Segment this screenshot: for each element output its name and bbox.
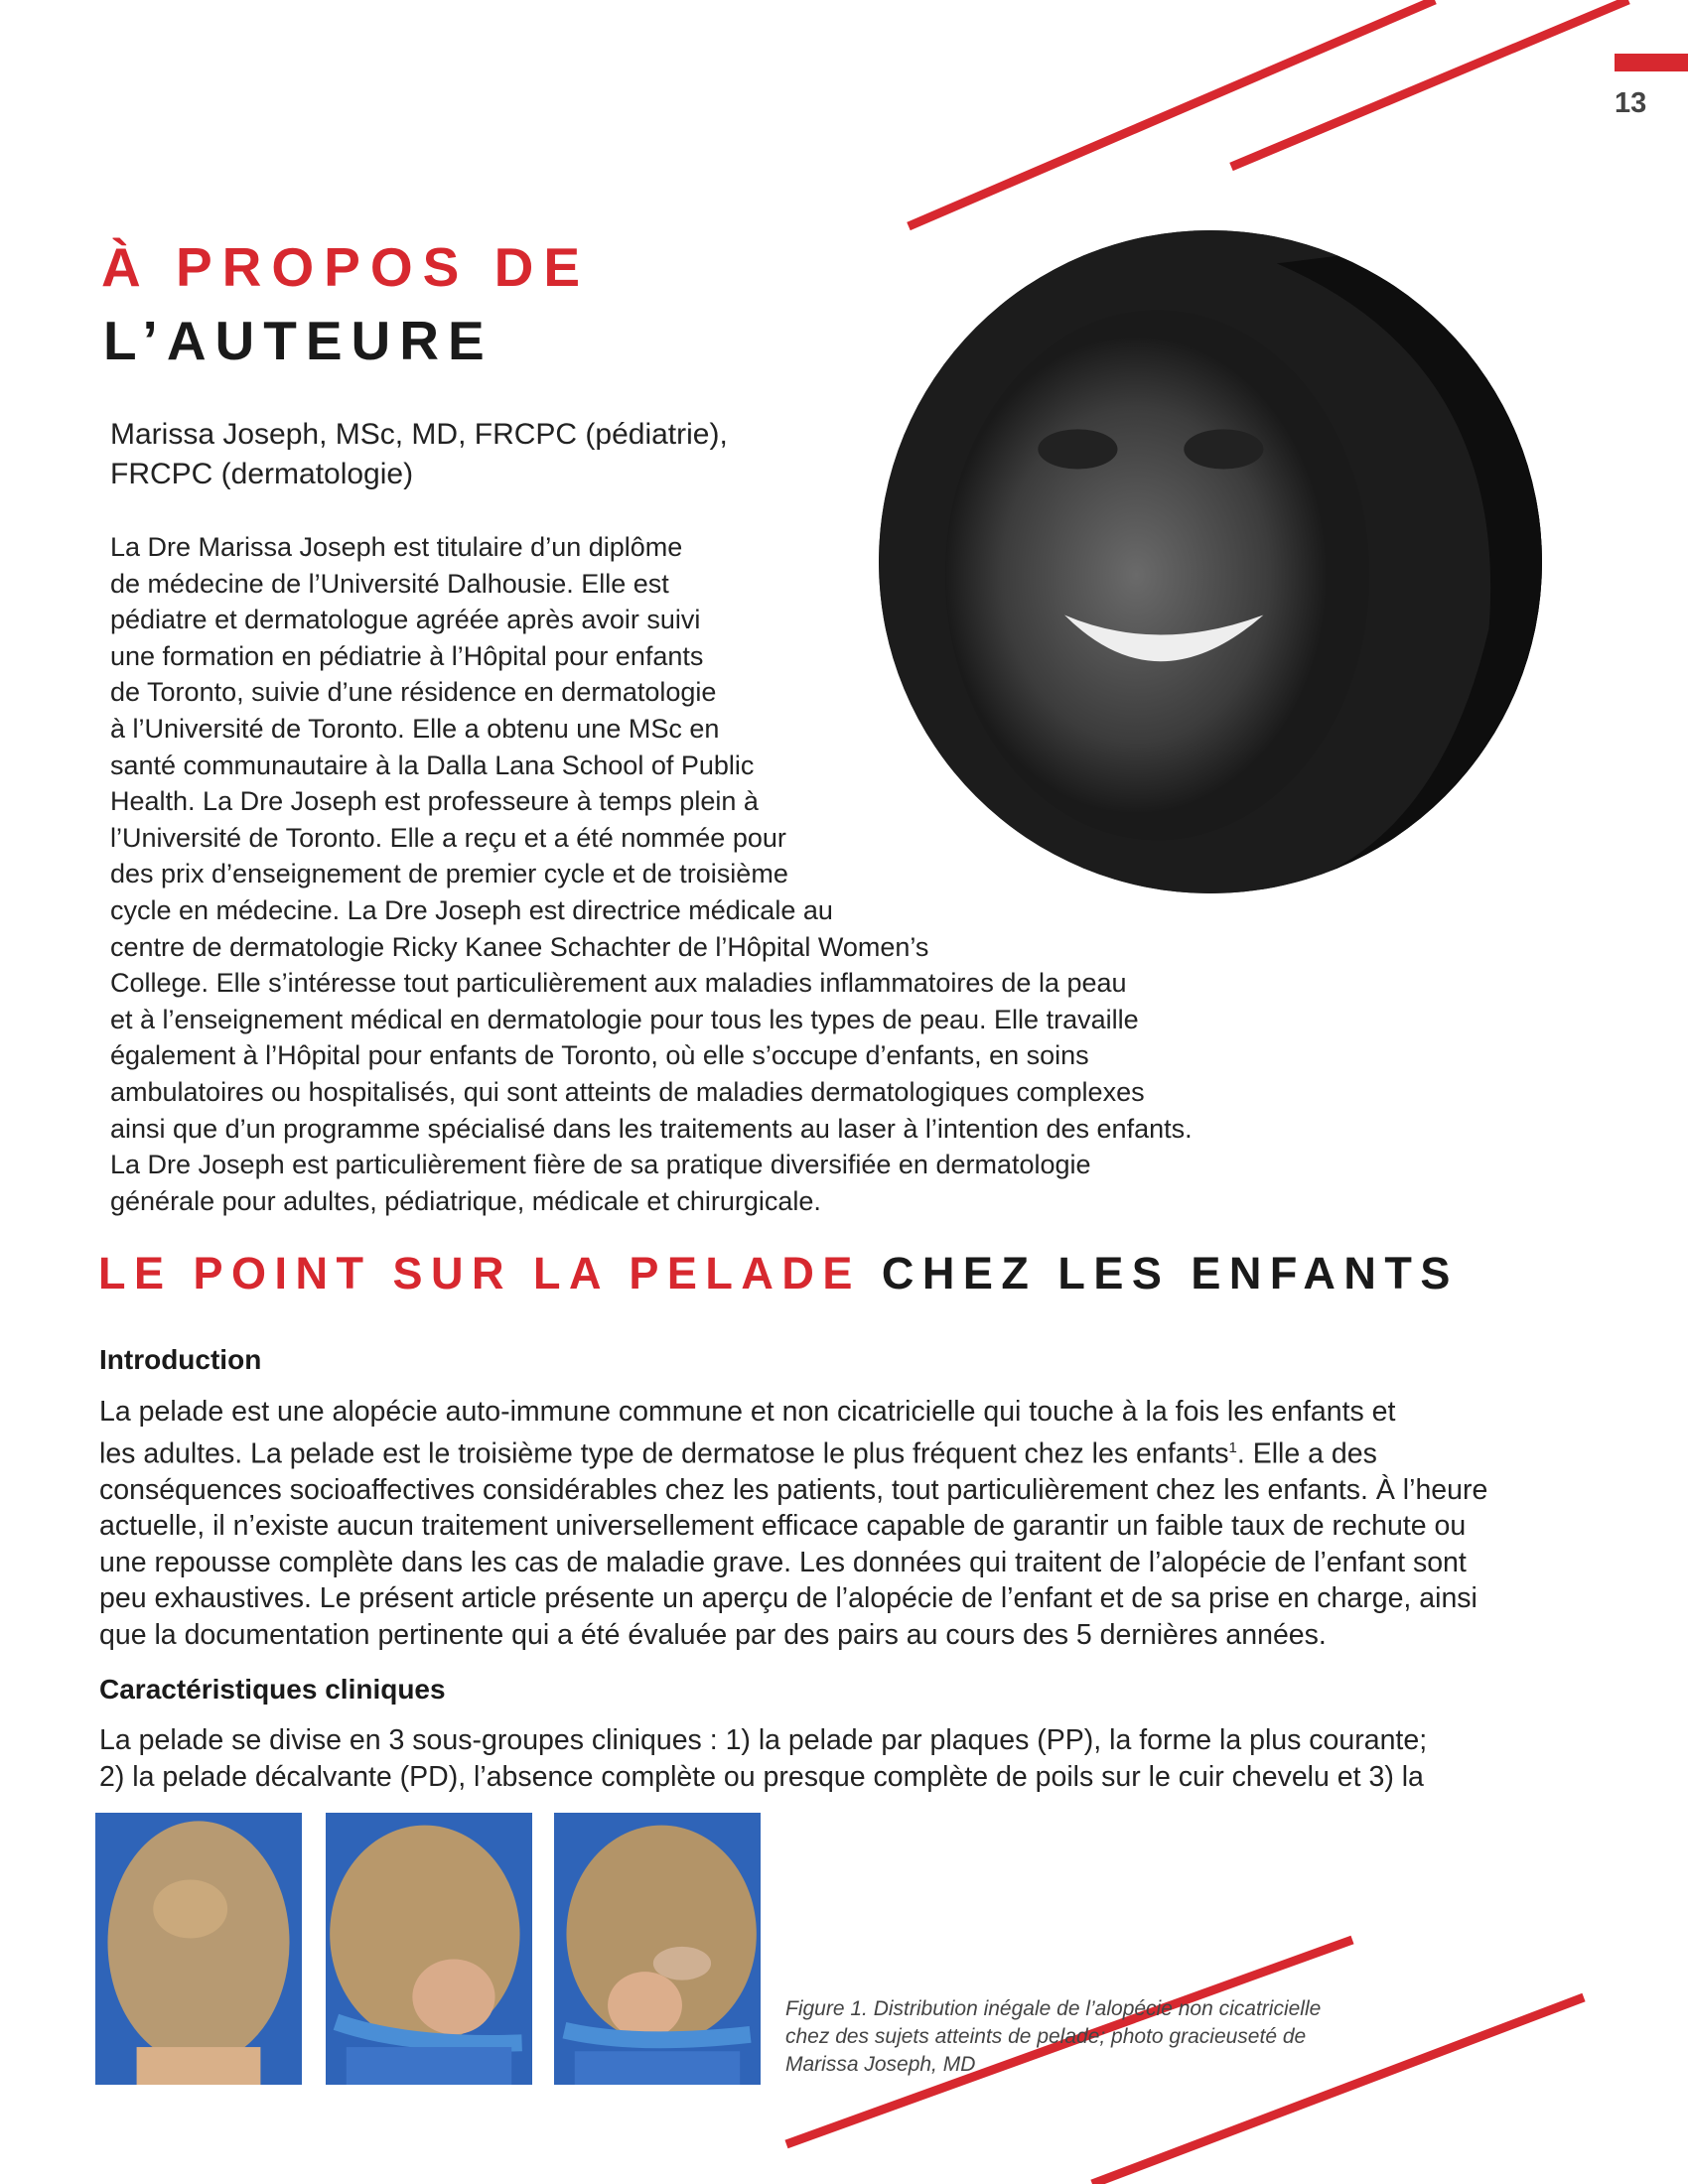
clinical-line: La pelade se divise en 3 sous-groupes cliniques : 1) la pelade par plaques (PP), la forme la plus courante;	[99, 1724, 1428, 1756]
bio-line: l’Université de Toronto. Elle a reçu et a été nommée pour	[110, 822, 786, 853]
figure-caption	[785, 1995, 1321, 2079]
figure-photo-1	[95, 1813, 302, 2085]
author-bio	[110, 529, 1421, 1219]
credentials-line: FRCPC (dermatologie)	[110, 458, 414, 490]
author-title-line1: À PROPOS DE	[101, 236, 591, 298]
page-tab-marker	[1615, 54, 1688, 71]
intro-line: La pelade est une alopécie auto-immune commune et non cicatricielle qui touche à la fois les enfants et	[99, 1396, 1396, 1428]
bio-line: College. Elle s’intéresse tout particulièrement aux maladies inflammatoires de la peau	[110, 968, 1127, 999]
intro-line: que la documentation pertinente qui a été évaluée par des pairs au cours des 5 dernières années.	[99, 1619, 1327, 1652]
bio-line: Health. La Dre Joseph est professeure à temps plein à	[110, 786, 759, 817]
clinical-paragraph	[99, 1722, 1549, 1795]
bio-line: La Dre Joseph est particulièrement fière de sa pratique diversifiée en dermatologie	[110, 1150, 1091, 1180]
intro-line: une repousse complète dans les cas de maladie grave. Les données qui traitent de l’alopécie de l’enfant sont	[99, 1546, 1467, 1578]
bio-line: La Dre Marissa Joseph est titulaire d’un diplôme	[110, 532, 683, 562]
caption-line: Marissa Joseph, MD	[785, 2053, 976, 2076]
bio-line: ambulatoires ou hospitalisés, qui sont atteints de maladies dermatologiques complexes	[110, 1076, 1145, 1107]
page-number: 13	[1615, 87, 1647, 119]
bio-line: et à l’enseignement médical en dermatologie pour tous les types de peau. Elle travaille	[110, 1004, 1139, 1034]
bio-line: cycle en médecine. La Dre Joseph est directrice médicale au	[110, 894, 833, 925]
author-title-line2: L’AUTEURE	[103, 310, 493, 371]
bio-line: des prix d’enseignement de premier cycle et de troisième	[110, 859, 788, 889]
caption-line: chez des sujets atteints de pelade; photo gracieuseté de	[785, 2025, 1307, 2048]
author-credentials	[110, 415, 728, 494]
intro-heading: Introduction	[99, 1344, 262, 1375]
bio-line: générale pour adultes, pédiatrique, médicale et chirurgicale.	[110, 1185, 821, 1216]
intro-line: actuelle, il n’existe aucun traitement universellement efficace capable de garantir un faible taux de rechute ou	[99, 1510, 1467, 1543]
caption-line: Figure 1. Distribution inégale de l’alopécie non cicatricielle	[785, 1997, 1322, 2020]
article-title	[98, 1248, 1459, 1298]
bio-line: pédiatre et dermatologue agréée après avoir suivi	[110, 605, 701, 635]
bio-line: santé communautaire à la Dalla Lana School of Public	[110, 750, 755, 780]
intro-line	[99, 1431, 1549, 1472]
bio-line: de médecine de l’Université Dalhousie. Elle est	[110, 568, 669, 599]
bio-line: à l’Université de Toronto. Elle a obtenu une MSc en	[110, 713, 720, 744]
bio-line: ainsi que d’un programme spécialisé dans les traitements au laser à l’intention des enfants.	[110, 1113, 1193, 1144]
intro-paragraph	[99, 1394, 1549, 1654]
figure-photo-3	[554, 1813, 761, 2085]
intro-line: peu exhaustives. Le présent article présente un aperçu de l’alopécie de l’enfant et de sa prise en charge, ainsi	[99, 1582, 1477, 1615]
clinical-heading: Caractéristiques cliniques	[99, 1674, 446, 1705]
bio-line: également à l’Hôpital pour enfants de Toronto, où elle s’occupe d’enfants, en soins	[110, 1040, 1089, 1071]
intro-line-text: les adultes. La pelade est le troisième type de dermatose le plus fréquent chez les enfants	[99, 1437, 1229, 1470]
bio-line: centre de dermatologie Ricky Kanee Schachter de l’Hôpital Women’s	[110, 931, 929, 962]
footnote-ref: 1	[1228, 1438, 1237, 1456]
credentials-line: Marissa Joseph, MSc, MD, FRCPC (pédiatrie),	[110, 418, 728, 451]
figure-photo-2	[326, 1813, 532, 2085]
article-title-red: LE POINT SUR LA PELADE	[98, 1248, 861, 1298]
clinical-line: 2) la pelade décalvante (PD), l’absence complète ou presque complète de poils sur le cuir chevelu et 3) la	[99, 1760, 1424, 1793]
intro-line: conséquences socioaffectives considérables chez les patients, tout particulièrement chez les enfants. À l’heure	[99, 1473, 1488, 1506]
intro-line-end: . Elle a des	[1236, 1437, 1377, 1470]
bio-line: de Toronto, suivie d’une résidence en dermatologie	[110, 677, 717, 708]
bio-line: une formation en pédiatrie à l’Hôpital pour enfants	[110, 640, 704, 671]
article-title-dark: CHEZ LES ENFANTS	[881, 1248, 1459, 1298]
